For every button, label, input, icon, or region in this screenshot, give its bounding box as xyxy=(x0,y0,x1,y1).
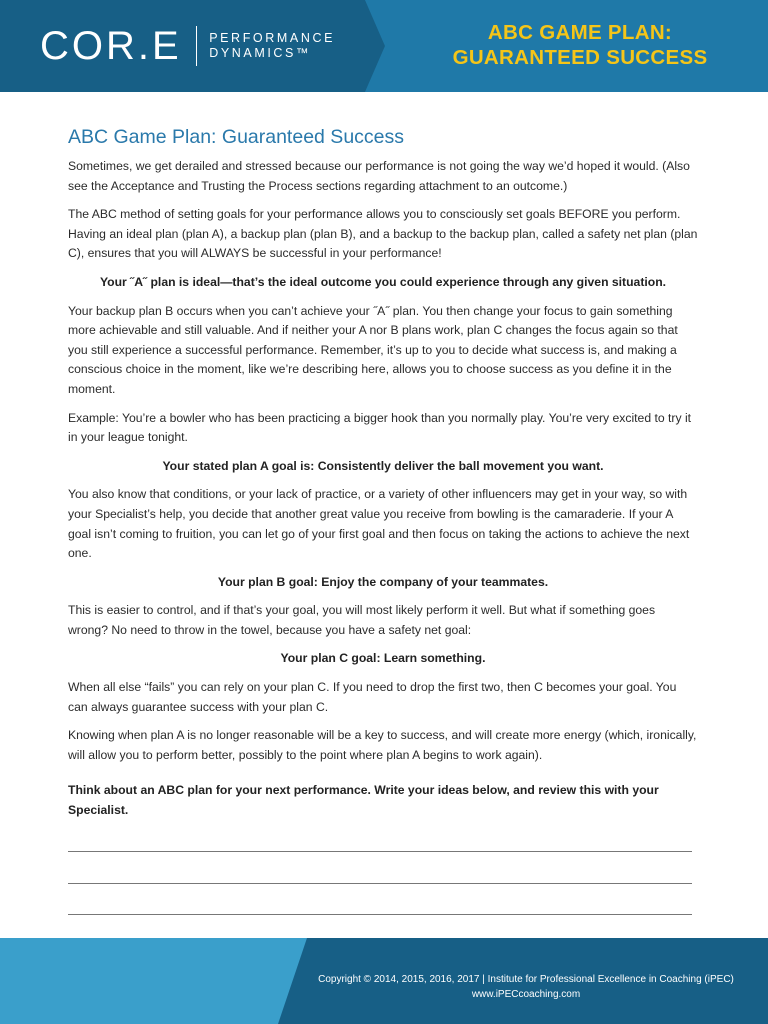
header-title-line-1: ABC GAME PLAN: xyxy=(487,21,673,44)
paragraph-conditions: You also know that conditions, or your lack of practice, or a variety of other influencers may get in your way, so with your Specialist’s help, you decide that another great value you receive from bowling is the camaraderie. If your A goal isn’t coming to fruition, you can let go of your first goal and then focus on taking the actions to achieve the next one. xyxy=(68,487,690,561)
logo-line-2: DYNAMICS™ xyxy=(209,46,312,60)
copyright-text: Copyright © 2014, 2015, 2016, 2017 | Institute for Professional Excellence in Coaching (iPEC) xyxy=(318,974,734,985)
callout-plan-c-goal: Your plan C goal: Learn something. xyxy=(280,651,486,666)
header-title-line-2: GUARANTEED SUCCESS xyxy=(452,46,708,69)
paragraph-knowing: Knowing when plan A is no longer reasonable will be a key to success, and will create more energy (which, ironically, will allow you to perform better, possibly to the point where plan A begins to work again). xyxy=(68,728,697,762)
writing-line[interactable] xyxy=(68,851,692,852)
writing-line[interactable] xyxy=(68,883,692,884)
website-link[interactable]: www.iPECcoaching.com xyxy=(471,989,581,1000)
footer-text xyxy=(306,972,746,1002)
logo-line-1: PERFORMANCE xyxy=(209,31,336,45)
paragraph-intro: Sometimes, we get derailed and stressed because our performance is not going the way we’d hoped it would. (Also see the Acceptance and Trusting the Process sections regarding attachment to an outcome.) xyxy=(68,159,690,193)
logo-subtitle xyxy=(209,31,335,61)
page-title: ABC Game Plan: Guaranteed Success xyxy=(68,126,405,148)
header-title xyxy=(395,20,765,70)
paragraph-abc-method: The ABC method of setting goals for your performance allows you to consciously set goals BEFORE you perform. Having an ideal plan (plan A), a backup plan (plan B), and a backup to the backup plan, called a safety net plan (plan C), ensures that you will ALWAYS be successful in your performance! xyxy=(68,207,698,261)
writing-line[interactable] xyxy=(68,914,692,915)
paragraph-backup-plan: Your backup plan B occurs when you can’t achieve your ˝A˝ plan. You then change your focus to gain something more achievable and still valuable. And if neither your A nor B plans work, plan C changes the focus again so that you still experience a successful performance. Remember, it’s up to you to decide what success is, and making a conscious choice in the moment, like we’re describing here, allows you to choose success as you define it in the moment. xyxy=(68,303,678,396)
document-body xyxy=(68,126,698,821)
paragraph-plan-c: When all else “fails” you can rely on your plan C. If you need to drop the first two, then C becomes your goal. You can always guarantee success with your plan C. xyxy=(68,680,677,714)
callout-plan-a-goal: Your stated plan A goal is: Consistently deliver the ball movement you want. xyxy=(162,458,604,473)
logo-divider xyxy=(196,26,198,66)
core-logo xyxy=(40,20,335,72)
header-banner xyxy=(0,0,768,92)
paragraph-example: Example: You’re a bowler who has been practicing a bigger hook than you normally play. You’re very excited to try it in your league tonight. xyxy=(68,410,692,445)
callout-plan-b-goal: Your plan B goal: Enjoy the company of your teammates. xyxy=(217,574,549,589)
writing-prompt: Think about an ABC plan for your next performance. Write your ideas below, and review this with your Specialist. xyxy=(68,783,659,818)
paragraph-safety-net: This is easier to control, and if that’s your goal, you will most likely perform it well. But what if something goes wrong? No need to throw in the towel, because you have a safety net goal: xyxy=(68,603,656,637)
callout-plan-a: Your ˝A˝ plan is ideal—that’s the ideal outcome you could experience through any given situation. xyxy=(99,274,667,289)
logo-core-text: COR.E xyxy=(40,24,182,68)
